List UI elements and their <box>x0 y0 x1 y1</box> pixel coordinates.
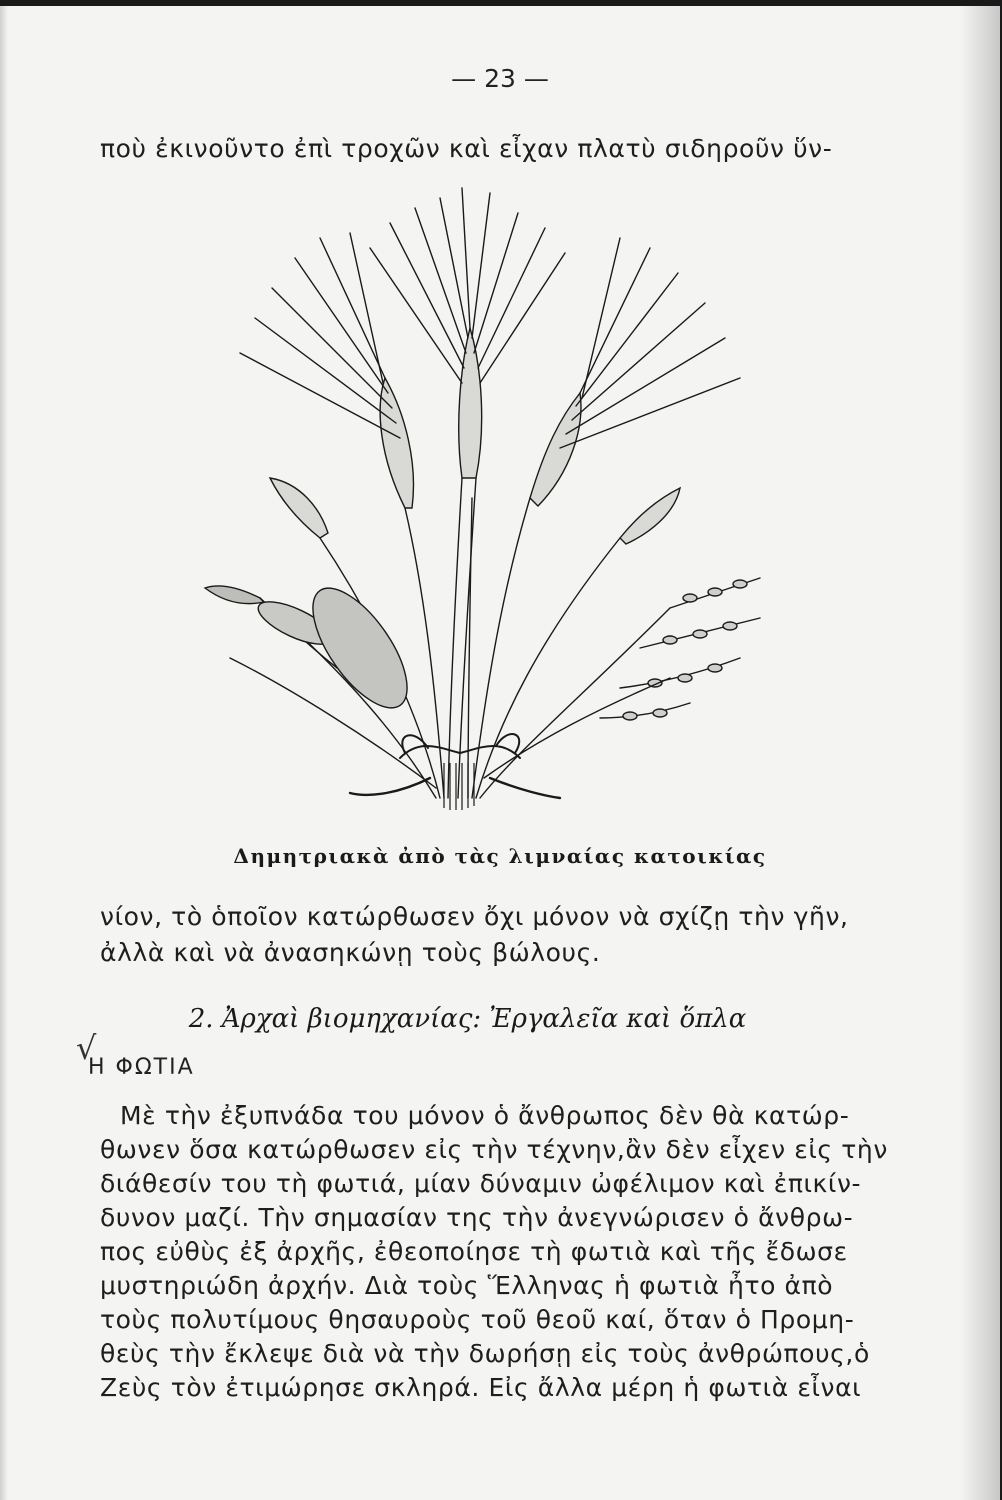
continuation-line-2: ἀλλὰ καὶ νὰ ἀνασηκώνῃ τοὺς βώλους. <box>100 938 601 967</box>
paragraph-line-2: θωνεν ὅσα κατώρθωσεν εἰς τὴν τέχνην,ἂν δὲν εἶχεν εἰς τὴν <box>100 1135 888 1164</box>
subheading-fire: Η ΦΩΤΙΑ <box>88 1055 195 1080</box>
paragraph-line-7: τοὺς πολυτίμους θησαυροὺς τοῦ θεοῦ καί, ὅταν ὁ Προμη- <box>100 1305 855 1334</box>
paragraph-line-6: μυστηριώδη ἀρχήν. Διὰ τοὺς Ἕλληνας ἡ φωτιὰ ἦτο ἀπὸ <box>100 1271 834 1300</box>
paragraph-line-5: πος εὐθὺς ἐξ ἀρχῆς, ἐθεοποίησε τὴ φωτιὰ καὶ τῆς ἔδωσε <box>100 1237 848 1266</box>
section-title: 2. Ἀρχαὶ βιομηχανίας: Ἐργαλεῖα καὶ ὅπλα <box>188 1004 747 1034</box>
paragraph-line-4: δυνον μαζί. Τὴν σημασίαν της τὴν ἀνεγνώρισεν ὁ ἄνθρω- <box>100 1203 854 1232</box>
grain-bundle-illustration <box>200 178 780 818</box>
book-page <box>0 6 1000 1500</box>
continuation-line-1: νίον, τὸ ὁποῖον κατώρθωσεν ὄχι μόνον νὰ σχίζῃ τὴν γῆν, <box>100 902 849 931</box>
margin-checkmark: √ <box>76 1029 97 1067</box>
illustration-caption: Δημητριακὰ ἀπὸ τὰς λιμναίας κατοικίας <box>233 844 767 868</box>
paragraph-line-8: θεὺς τὴν ἔκλεψε διὰ νὰ τὴν δωρήσῃ εἰς τοὺς ἀνθρώπους,ὁ <box>100 1339 870 1368</box>
paragraph-line-3: διάθεσίν του τὴ φωτιά, μίαν δύναμιν ὠφέλιμον καὶ ἐπικίν- <box>100 1169 862 1198</box>
paragraph-line-9: Ζεὺς τὸν ἐτιμώρησε σκληρά. Εἰς ἄλλα μέρη ἡ φωτιὰ εἶναι <box>100 1373 862 1402</box>
page-number: — 23 — <box>451 64 549 93</box>
top-text-line: ποὺ ἐκινοῦντο ἐπὶ τροχῶν καὶ εἶχαν πλατὺ σιδηροῦν ὕν- <box>100 134 833 163</box>
paragraph-line-1: Μὲ τὴν ἐξυπνάδα του μόνον ὁ ἄνθρωπος δὲν θὰ κατώρ- <box>120 1101 850 1130</box>
